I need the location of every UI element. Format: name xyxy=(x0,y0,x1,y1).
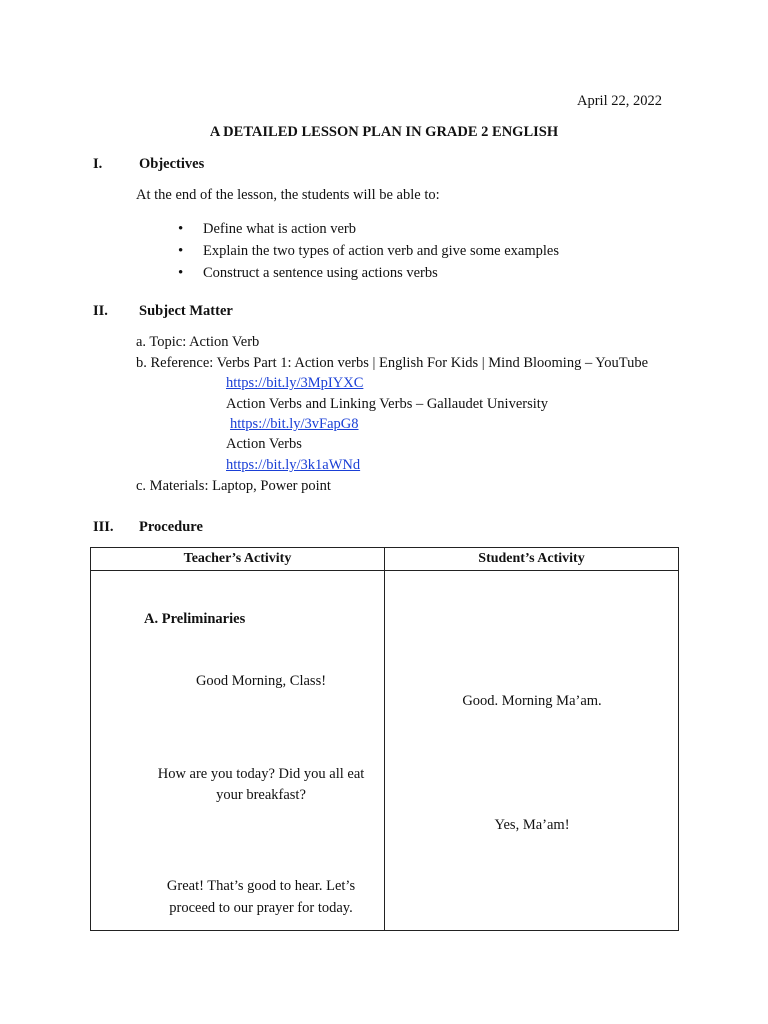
teacher-activity-cell xyxy=(91,571,385,931)
section-heading-subject-matter: Subject Matter xyxy=(139,303,233,319)
list-item: • Define what is action verb xyxy=(178,218,559,240)
reference-link-3[interactable]: https://bit.ly/3k1aWNd xyxy=(226,457,361,473)
reference-link-1[interactable]: https://bit.ly/3MpIYXC xyxy=(226,375,364,391)
teacher-line: proceed to our prayer for today. xyxy=(169,900,353,916)
list-item: • Explain the two types of action verb and give some examples xyxy=(178,240,559,262)
teacher-line: Good Morning, Class! xyxy=(195,673,327,689)
student-activity-cell xyxy=(385,571,679,931)
student-line: Yes, Ma’am! xyxy=(494,817,570,833)
objectives-list xyxy=(178,218,559,284)
list-item: • Construct a sentence using actions verbs xyxy=(178,262,559,284)
teacher-line: your breakfast? xyxy=(216,787,306,803)
document-title: A DETAILED LESSON PLAN IN GRADE 2 ENGLISH xyxy=(209,124,559,140)
objectives-intro: At the end of the lesson, the students will be able to: xyxy=(136,187,440,203)
section-numeral-procedure: III. xyxy=(93,519,114,535)
section-heading-objectives: Objectives xyxy=(139,156,205,172)
teacher-line: How are you today? Did you all eat xyxy=(157,766,365,782)
table-row xyxy=(91,571,679,931)
reference-title-2: Action Verbs and Linking Verbs – Gallaudet University xyxy=(226,396,549,412)
procedure-table xyxy=(90,547,679,931)
section-numeral-subject-matter: II. xyxy=(93,303,108,319)
student-activity-header: Student’s Activity xyxy=(385,548,679,571)
section-heading-procedure: Procedure xyxy=(139,519,203,535)
preliminaries-heading: A. Preliminaries xyxy=(144,611,246,627)
reference-line: b. Reference: Verbs Part 1: Action verbs | English For Kids | Mind Blooming – YouTube xyxy=(136,355,649,371)
table-header-row xyxy=(91,548,679,571)
topic-line: a. Topic: Action Verb xyxy=(136,334,260,350)
reference-title-3: Action Verbs xyxy=(226,436,302,452)
reference-link-2[interactable]: https://bit.ly/3vFapG8 xyxy=(230,416,359,432)
teacher-line: Great! That’s good to hear. Let’s xyxy=(166,878,356,894)
section-numeral-objectives: I. xyxy=(93,156,103,172)
teacher-activity-header: Teacher’s Activity xyxy=(91,548,385,571)
student-line: Good. Morning Ma’am. xyxy=(462,693,602,709)
document-date: April 22, 2022 xyxy=(577,93,662,109)
materials-line: c. Materials: Laptop, Power point xyxy=(136,478,331,494)
